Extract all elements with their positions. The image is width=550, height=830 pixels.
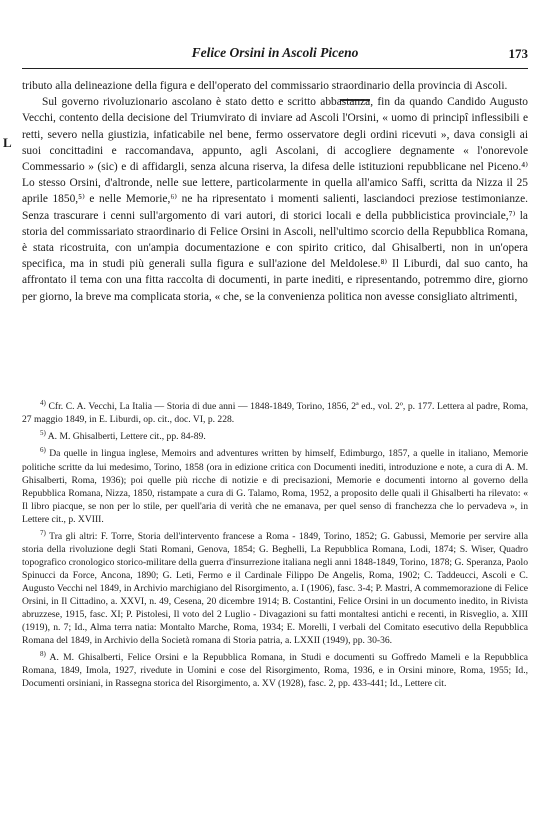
main-text (22, 78, 528, 305)
footnote-text: A. M. Ghisalberti, Lettere cit., pp. 84-89. (47, 431, 206, 443)
footnote-text: Cfr. C. A. Vecchi, La Italia — Storia di due anni — 1848-1849, Torino, 1856, 2ª ed., vol. 2º, p. 177. Lettera al padre, Roma, 27 maggio 1849, in E. Liburdi, op. cit., doc. VI, p. 228. (22, 401, 528, 426)
margin-mark: L (3, 135, 12, 150)
footnote-4 (22, 397, 528, 426)
paragraph-1: tributo alla delineazione della figura e dell'operato del commissario straordinario della provincia di Ascoli. (22, 80, 508, 92)
footnote-number: 5) (40, 429, 46, 438)
footnote-number: 8) (40, 649, 46, 658)
footnote-7 (22, 527, 528, 647)
header-rule (22, 68, 528, 69)
page-number: 173 (508, 46, 528, 61)
footnote-number: 7) (40, 528, 46, 537)
paragraph-2: Sul governo rivoluzionario ascolano è stato detto e scritto abbastanza, fin da quando Candido Augusto Vecchi, contento della decisione del Triumvirato di inviare ad Ascoli l'Orsini, « uomo di principî inflessibili e retti, severo nella giustizia, infaticabile nel bene, fermo osservatore degli ordini ricevuti », dava consigli ai suoi concittadini e raccomandava, appunto, agli Ascolani, di accogliere degnamente « l'onorevole Commessario » (sic) e di affidargli, senza alcuna riserva, la difesa delle istituzioni repubblicane nel Piceno.⁴⁾ Lo stesso Orsini, d'altronde, nelle sue lettere, particolarmente in quella all'amico Saffi, scritta da Nizza il 25 aprile 1850,⁵⁾ e nelle Memorie,⁶⁾ ne ha ripresentato i momenti salienti, lasciandoci preziose testimonianze. Senza trascurare i cenni sull'argomento di vari autori, di storici locali e della pubblicistica provinciale,⁷⁾ la storia del commissariato straordinario di Felice Orsini in Ascoli, nell'ultimo scorcio della Repubblica Romana, è stata ricostruita, con un'ampia documentazione e con spirito critico, dal Ghisalberti, non in un'opera specifica, ma in studi più generali sulla figura e sull'azione del Meldolese.⁸⁾ Il Liburdi, dal suo canto, ha affrontato il tema con una fitta raccolta di documenti, in parte inediti, e ripresentando, potremmo dire, giorno per giorno, la breve ma complicata storia, « che, se la convenienza politica non avesse consigliato altrimenti, (22, 96, 528, 303)
footnote-6 (22, 444, 528, 525)
page-header (22, 44, 528, 68)
footnote-text: Tra gli altri: F. Torre, Storia dell'intervento francese a Roma - 1849, Torino, 1852; G. Gabussi, Memorie per servire alla storia della rivoluzione degli Stati Romani, Genova, 1854; G. Beghelli, La Repubblica Romana, Lodi, 1874; S. Wiser, Quadro topografico cronologico storico-militare della guerra d'insurrezione italiana negli anni 1848-1849, Torino, 1878; G. Speranza, Paolo Spinucci da Force, Ancona, 1890; G. Leti, Fermo e il Cardinale Filippo De Angelis, Roma, 1902; C. Taddeucci, Ascoli e C. Augusto Vecchi nel 1849, in Archivio marchigiano del Risorgimento, a. I (1906), fasc. 3-4; P. Mastri, A commemorazione di Felice Orsini, in Il Cittadino, a. XXVI, n. 49, Cesena, 20 dicembre 1914; B. Costantini, Felice Orsini in un documento inedito, in Rivista abruzzese, 1915, fasc. XI; P. Pistolesi, Il voto del 2 Luglio - Divagazioni su fatti montaltesi antichi e recenti, in Risveglio, a. XIII (1919), n. 7; Id., Alma terra natia: Montalto Marche, Roma, 1934; E. Morelli, I verbali del Comitato esecutivo della Repubblica Romana del 1849, in Archivio della Società romana di Storia patria, a. LXXII (1949), pp. 30-36. (22, 530, 529, 646)
footnotes (22, 397, 528, 691)
footnote-number: 4) (40, 399, 46, 407)
footnote-text: A. M. Ghisalberti, Felice Orsini e la Repubblica Romana, in Studi e documenti su Goffredo Mameli e la Repubblica Romana, 1849, Imola, 1927, rivedute in Uomini e cose del Risorgimento, Roma, 1936, e in Orsini minore, Roma, 1955; Id., Documenti orsiniani, in Rassegna storica del Risorgimento, a. XV (1928), fasc. 2, pp. 433-441; Id., Lettere cit. (22, 651, 528, 689)
running-title: Felice Orsini in Ascoli Piceno (191, 45, 359, 60)
footnote-text: Da quelle in lingua inglese, Memoirs and adventures written by himself, Edimburgo, 1857, a quelle in italiano, Memorie politiche scritte da lui medesimo, Torino, 1858 (ora in edizione critica con Documenti inediti, introduzione e note, a cura di A. M. Ghisalberti, Roma, 1936); poi quelle più ricche di notizie e di precisazioni, Memorie e documenti intorno al governo della Repubblica Romana, Nizza, 1850, ristampate a cura di G. Talamo, Roma, 1952, a proposito delle quali il Ghisalberti ha rilevato: « Il libro piacque, se non per lo stile, per quell'aria di verità che ne emanava, per quel senso di franchezza che lo pervadeva », in Lettere cit., p. XVIII. (22, 448, 528, 525)
footnote-8 (22, 648, 528, 690)
footnote-5 (22, 427, 528, 443)
footnote-number: 6) (40, 446, 46, 455)
